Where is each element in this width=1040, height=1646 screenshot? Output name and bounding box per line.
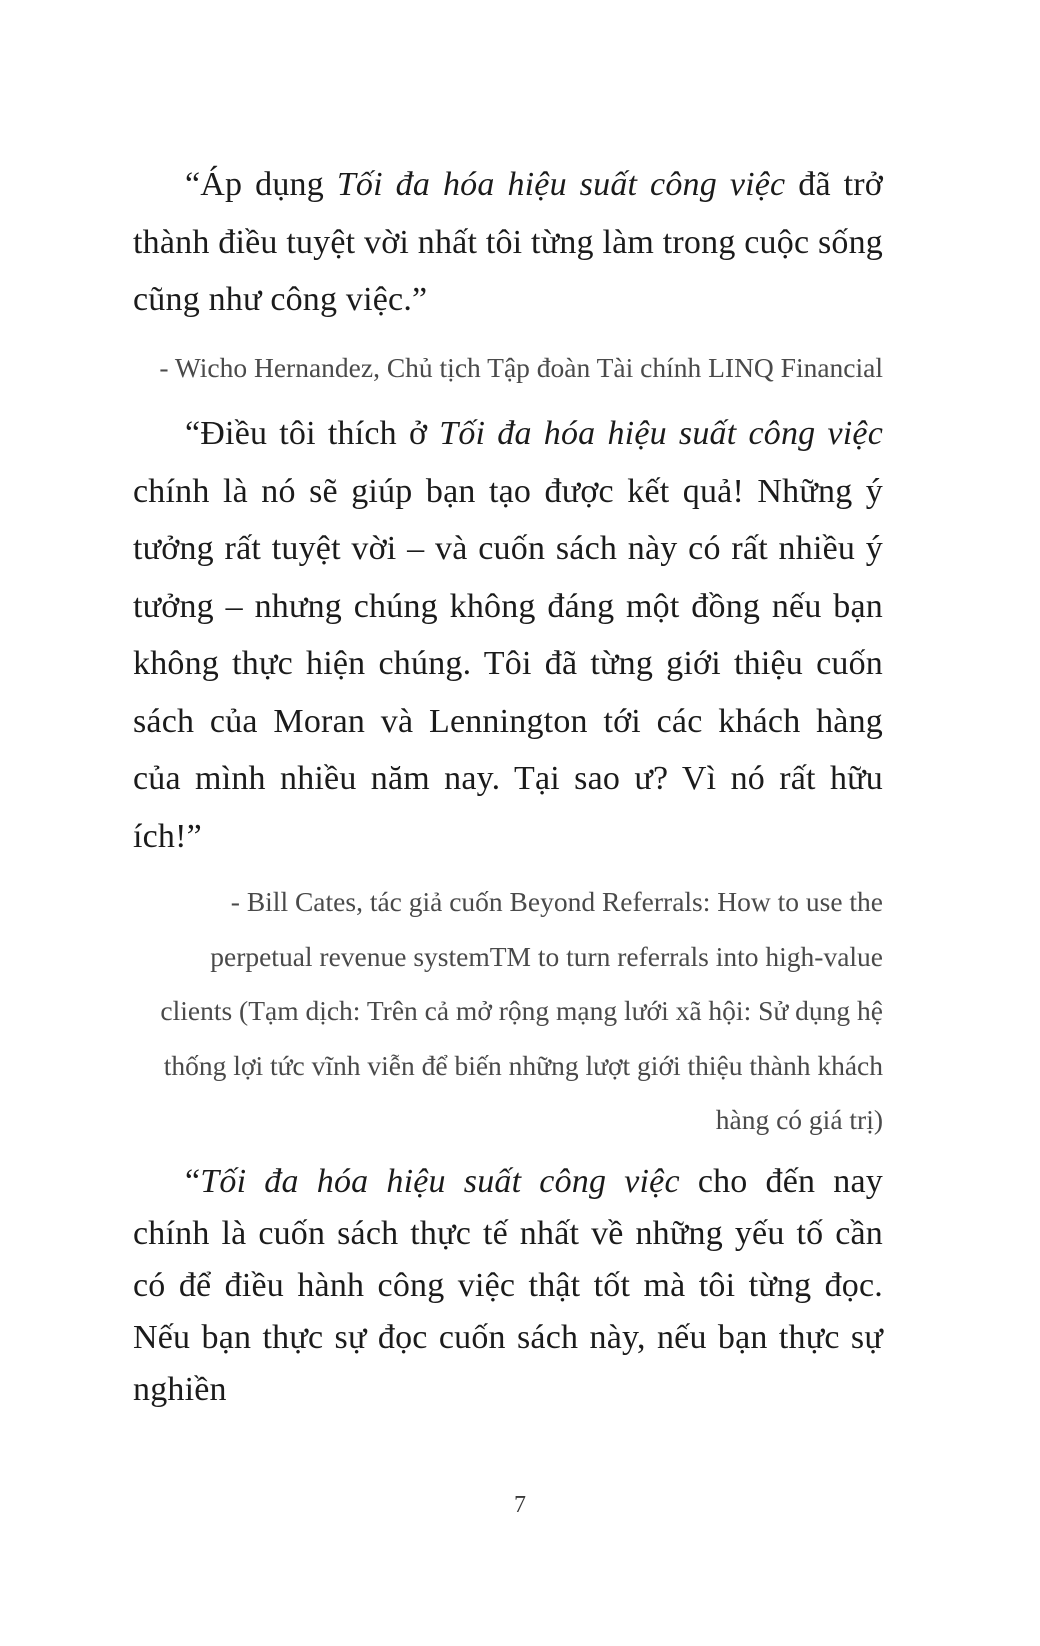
quote-2-book-title: Tối đa hóa hiệu suất công việc	[439, 415, 883, 452]
testimonial-quote-2	[133, 405, 883, 865]
quote-2-text: chính là nó sẽ giúp bạn tạo được kết quả! Những ý tưởng rất tuyệt vời – và cuốn sách này có rất nhiều ý tưởng – nhưng chúng không đáng một đồng nếu bạn không thực hiện chúng. Tôi đã từng giới thiệu cuốn sách của Moran và Lennington tới các khách hàng của mình nhiều năm nay. Tại sao ư? Vì nó rất hữu ích!”	[133, 472, 883, 855]
quote-2-open: “Điều tôi thích ở	[185, 415, 440, 452]
quote-1-text: đã trở thành điều tuyệt vời nhất tôi từng làm trong cuộc sống cũng như công việc.”	[133, 166, 883, 318]
testimonial-quote-1	[133, 156, 883, 329]
testimonial-quote-3	[133, 1156, 883, 1416]
quote-1-book-title: Tối đa hóa hiệu suất công việc	[336, 166, 786, 203]
page-content	[133, 156, 883, 1416]
quote-1-open: “Áp dụng	[185, 166, 337, 203]
attribution-2: - Bill Cates, tác giả cuốn Beyond Referrals: How to use the perpetual revenue systemTM to turn referrals into high-value clients (Tạm dịch: Trên cả mở rộng mạng lưới xã hội: Sử dụng hệ thống lợi tức vĩnh viễn để biến những lượt giới thiệu thành khách hàng có giá trị)	[160, 886, 883, 1135]
quote-3-text: cho đến nay chính là cuốn sách thực tế nhất về những yếu tố cần có để điều hành công việc thật tốt mà tôi từng đọc. Nếu bạn thực sự đọc cuốn sách này, nếu bạn thực sự nghiền	[133, 1162, 883, 1408]
attribution-1: - Wicho Hernandez, Chủ tịch Tập đoàn Tài chính LINQ Financial	[159, 351, 883, 383]
quote-3-open: “	[185, 1162, 201, 1200]
page-number: 7	[514, 1492, 526, 1518]
quote-3-book-title: Tối đa hóa hiệu suất công việc	[200, 1162, 680, 1200]
